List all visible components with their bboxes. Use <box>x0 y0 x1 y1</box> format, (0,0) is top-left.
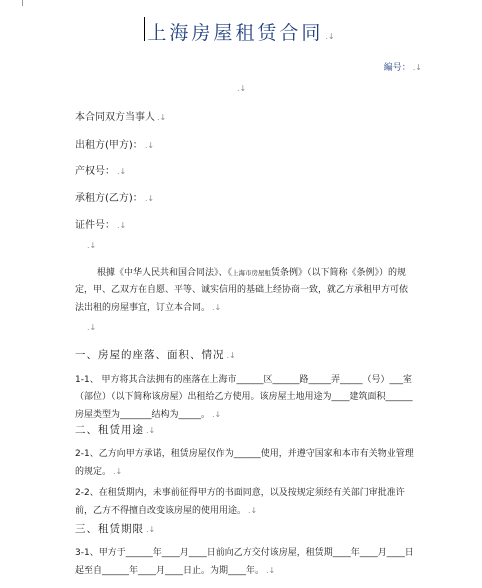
blank-paragraph <box>85 240 96 251</box>
paragraph-mark: .↓ <box>117 167 127 176</box>
paragraph-mark: .↓ <box>146 426 156 435</box>
contract-code <box>384 60 422 73</box>
paragraph-mark: .↓ <box>87 241 97 250</box>
paragraph-mark: .↓ <box>237 84 247 93</box>
clause-text: 2-1、乙方向甲方承诺，租赁房屋仅作为______使用，并遵守国家和本市有关物业管理的规定。 <box>75 449 414 477</box>
parties-intro-text: 本合同双方当事人 <box>75 112 155 123</box>
parties-intro <box>75 108 166 123</box>
clause-text: 3-1、甲方于______年____月____日前向乙方交付该房屋，租赁期____年____月____日起至自______年____月____日止。为期____年。 <box>75 548 414 576</box>
section-heading-text: 三、租赁期限 <box>75 523 144 535</box>
paragraph-mark: .↓ <box>248 506 258 515</box>
clause-paragraph <box>75 485 415 520</box>
preamble-part3: 赁条例》（以下简称《条例》）的规定，甲、乙双方在自愿、平等、诚实信用的基础上经协商一致，就乙方承租甲方可依法出租的房屋事宜，订立本合同。 <box>75 268 409 313</box>
section-heading <box>75 521 155 536</box>
paragraph-mark: .↓ <box>212 303 222 312</box>
clause-paragraph <box>75 545 415 580</box>
document-title-text: 上海房屋租赁合同 <box>147 22 324 44</box>
paragraph-mark: .↓ <box>325 32 335 41</box>
paragraph-mark: .↓ <box>87 323 97 332</box>
paragraph-mark: .↓ <box>226 351 236 360</box>
paragraph-mark: .↓ <box>412 63 422 72</box>
page-corner-marker <box>22 0 23 6</box>
paragraph-mark: .↓ <box>144 194 155 203</box>
id-no-line <box>75 216 126 231</box>
preamble-part1: 根據《中华人民共和国合同法》、《 <box>97 268 233 278</box>
lessee-line <box>75 189 154 204</box>
preamble-part2: 上海市房屋租 <box>232 269 272 277</box>
text-cursor <box>144 17 145 41</box>
lessor-line <box>75 136 154 151</box>
clause-paragraph <box>75 372 415 424</box>
section-heading-text: 二、租赁用途 <box>75 424 144 436</box>
contract-code-label: 編号： <box>383 63 411 73</box>
blank-paragraph <box>85 322 96 333</box>
owner-cert-line <box>75 162 126 177</box>
document-title <box>147 18 334 45</box>
title-wrap <box>0 18 482 45</box>
section-heading <box>75 422 155 437</box>
paragraph-mark: .↓ <box>144 141 155 150</box>
paragraph-mark: .↓ <box>113 467 123 476</box>
owner-cert-label: 产权号： <box>75 166 115 177</box>
section-heading <box>75 347 236 362</box>
id-no-label: 证件号： <box>75 220 115 231</box>
preamble-paragraph <box>75 265 415 317</box>
paragraph-mark: .↓ <box>146 525 156 534</box>
blank-paragraph <box>235 84 246 94</box>
clause-text: 1-1、 甲方将其合法拥有的座落在上海市______区______路_____弄_____（号）___室（部位）（以下简称该房屋）出租给乙方使用。该房屋土地用途为____建筑面积______房屋类型为_______结构为_____。 <box>75 375 413 420</box>
section-heading-text: 一、房屋的座落、面积、情况 <box>75 349 225 361</box>
lessee-label: 承租方(乙方)： <box>75 193 143 204</box>
paragraph-mark: .↓ <box>157 113 167 122</box>
paragraph-mark: .↓ <box>266 566 276 575</box>
clause-text: 2-2、在租赁期内，未事前征得甲方的书面同意，以及按规定须经有关部门审批准许前，乙方不得擅自改变该房屋的使用用途。 <box>75 488 405 516</box>
paragraph-mark: .↓ <box>117 221 127 230</box>
lessor-label: 出租方(甲方)： <box>75 140 143 151</box>
clause-paragraph <box>75 446 415 481</box>
paragraph-mark: .↓ <box>212 410 222 419</box>
